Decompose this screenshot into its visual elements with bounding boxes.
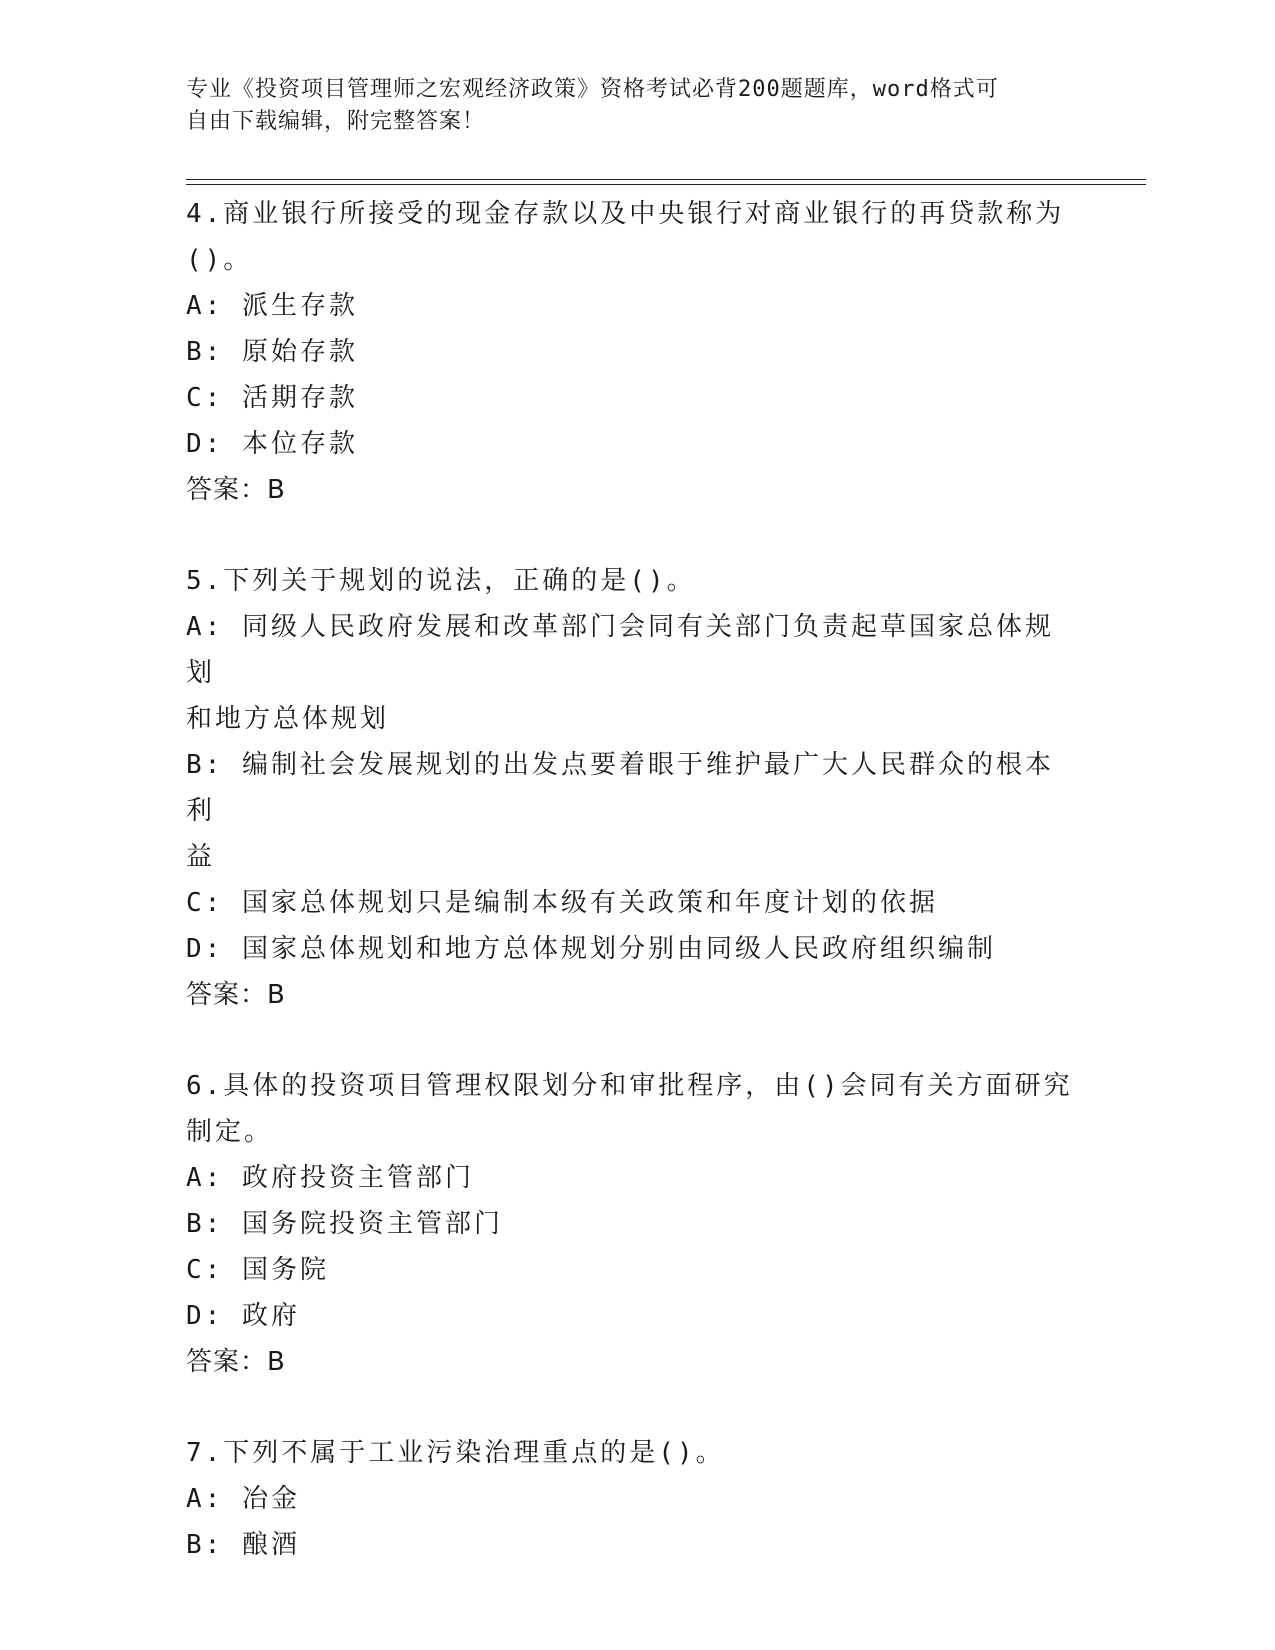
answer-option: D: 国家总体规划和地方总体规划分别由同级人民政府组织编制	[186, 934, 996, 964]
answer-option: A: 政府投资主管部门	[186, 1163, 474, 1193]
answer-option: C: 国家总体规划只是编制本级有关政策和年度计划的依据	[186, 888, 938, 918]
question-stem: 4.商业银行所接受的现金存款以及中央银行对商业银行的再贷款称为	[186, 199, 1065, 229]
header-line-2: 自由下载编辑，附完整答案！	[186, 109, 486, 134]
answer-option: 益	[186, 842, 216, 872]
document-header	[186, 74, 1066, 138]
answer-key: 答案：B	[186, 475, 286, 505]
answer-option: B: 原始存款	[186, 337, 358, 367]
answer-option: B: 编制社会发展规划的出发点要着眼于维护最广大人民群众的根本利	[186, 750, 1054, 826]
answer-option: C: 活期存款	[186, 383, 358, 413]
answer-option: B: 国务院投资主管部门	[186, 1209, 503, 1239]
answer-option: D: 本位存款	[186, 429, 358, 459]
question-block	[186, 1430, 1076, 1568]
question-block	[186, 191, 1076, 513]
header-divider-top	[186, 179, 1146, 180]
question-stem: 6.具体的投资项目管理权限划分和审批程序，由()会同有关方面研究	[186, 1071, 1073, 1101]
answer-option: A: 派生存款	[186, 291, 358, 321]
question-stem: 7.下列不属于工业污染治理重点的是()。	[186, 1438, 725, 1468]
question-stem: 制定。	[186, 1117, 274, 1147]
question-block	[186, 1063, 1076, 1385]
question-stem: ()。	[186, 245, 253, 275]
answer-option: A: 同级人民政府发展和改革部门会同有关部门负责起草国家总体规划	[186, 612, 1054, 688]
answer-option: C: 国务院	[186, 1255, 329, 1285]
answer-option: B: 酿酒	[186, 1530, 300, 1560]
question-list	[186, 191, 1076, 1613]
question-block	[186, 558, 1076, 1018]
header-divider-bottom	[186, 184, 1146, 185]
header-line-1: 专业《投资项目管理师之宏观经济政策》资格考试必背200题题库，word格式可	[186, 77, 999, 102]
answer-option: 和地方总体规划	[186, 704, 390, 734]
answer-option: A: 冶金	[186, 1484, 300, 1514]
answer-key: 答案：B	[186, 980, 286, 1010]
question-stem: 5.下列关于规划的说法，正确的是()。	[186, 566, 696, 596]
answer-option: D: 政府	[186, 1301, 300, 1331]
answer-key: 答案：B	[186, 1347, 286, 1377]
